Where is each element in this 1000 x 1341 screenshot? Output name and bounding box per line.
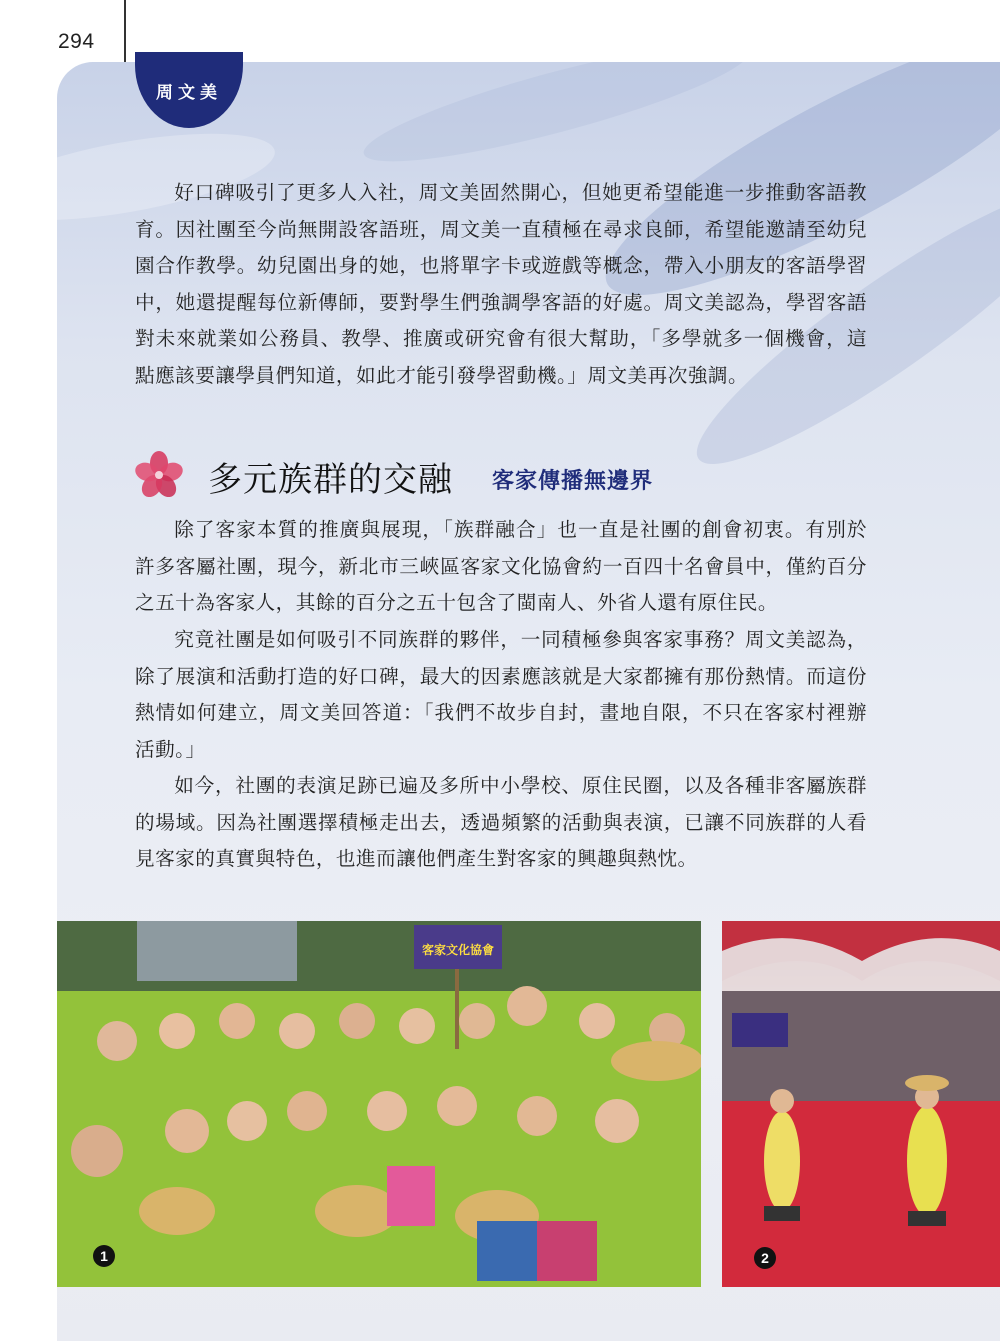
section-subtitle: 客家傳播無邊界 [492, 469, 654, 494]
page-number: 294 [58, 30, 95, 53]
photo-group [57, 921, 701, 1287]
paragraph-1: 好口碑吸引了更多人入社，周文美固然開心，但她更希望能進一步推動客語教育。因社團至今尚無開設客語班，周文美一直積極在尋求良師，希望能邀請至幼兒園合作教學。幼兒園出身的她，也將單字卡或遊戲等概念，帶入小朋友的客語學習中，她還提醒每位新傳師，要對學生們強調學客語的好處。周文美認為，學習客語對未來就業如公務員、教學、推廣或研究會有很大幫助，「多學就多一個機會，這點應該要讓學員們知道，如此才能引發學習動機。」周文美再次強調。 [135, 181, 867, 387]
flower-icon [130, 450, 188, 500]
photo-group-scene [57, 921, 701, 1287]
paragraph-4: 如今，社團的表演足跡已遍及多所中小學校、原住民圈，以及各種非客屬族群的場域。因為社團選擇積極走出去，透過頻繁的活動與表演，已讓不同族群的人看見客家的真實與特色，也進而讓他們產生對客家的興趣與熱忱。 [135, 774, 867, 870]
photo-stage-scene [722, 921, 1000, 1287]
photo-stage [722, 921, 1000, 1287]
header-divider [124, 0, 126, 64]
author-name: 周文美 [156, 82, 222, 103]
photo-number-2: 2 [754, 1247, 776, 1269]
paragraph-2: 除了客家本質的推廣與展現，「族群融合」也一直是社團的創會初衷。有別於許多客屬社團，現今，新北市三峽區客家文化協會約一百四十名會員中，僅約百分之五十為客家人，其餘的百分之五十包含了閩南人、外省人還有原住民。 [135, 518, 867, 614]
paragraph-3: 究竟社團是如何吸引不同族群的夥伴，一同積極參與客家事務？周文美認為，除了展演和活動打造的好口碑，最大的因素應該就是大家都擁有那份熱情。而這份熱情如何建立，周文美回答道：「我們不故步自封，畫地自限，不只在客家村裡辦活動。」 [135, 628, 867, 761]
photo-number-1: 1 [93, 1245, 115, 1267]
section-title: 多元族群的交融 [208, 460, 453, 500]
association-sign-text: 客家文化協會 [421, 943, 495, 957]
